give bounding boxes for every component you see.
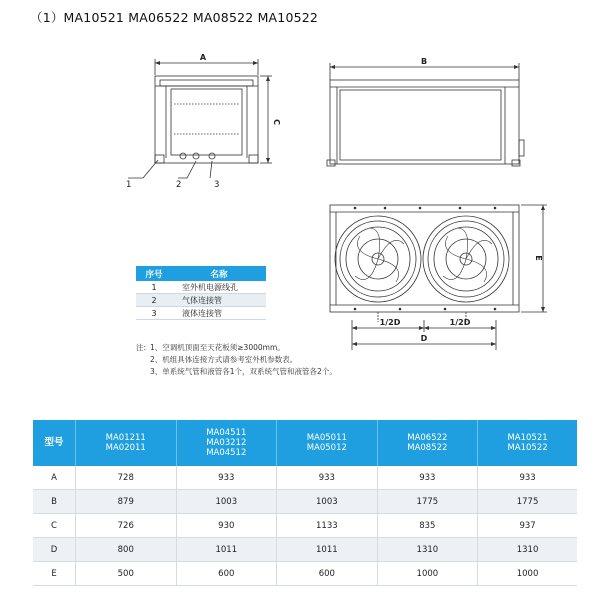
dimension-spec-table bbox=[33, 420, 577, 586]
cell: 500 bbox=[76, 562, 177, 586]
row-label: C bbox=[33, 514, 76, 538]
model-name: MA10522 bbox=[507, 443, 548, 453]
dim-b-label: B bbox=[420, 57, 428, 66]
model-name: MA10521 bbox=[507, 433, 548, 443]
callout-2-label: 2 bbox=[176, 180, 182, 190]
cell: 1000 bbox=[377, 562, 478, 586]
cell: 1775 bbox=[478, 490, 577, 514]
note-line: 1、空调机顶面至天花板须≥3000mm。 bbox=[150, 343, 285, 352]
cell: 1011 bbox=[277, 538, 378, 562]
dim-a-label: A bbox=[199, 53, 207, 62]
callout-3-label: 3 bbox=[214, 180, 220, 190]
cell: 600 bbox=[277, 562, 378, 586]
component-legend-table bbox=[136, 266, 266, 320]
cell: 835 bbox=[377, 514, 478, 538]
row-label: E bbox=[33, 562, 76, 586]
dim-half-d-right-label: 1/2D bbox=[449, 318, 471, 327]
legend-index: 3 bbox=[136, 307, 172, 320]
legend-name: 室外机电源线孔 bbox=[172, 281, 266, 294]
spec-model-header bbox=[176, 420, 277, 466]
cell: 600 bbox=[176, 562, 277, 586]
cell: 800 bbox=[76, 538, 177, 562]
table-row bbox=[33, 538, 577, 562]
cell: 933 bbox=[478, 466, 577, 490]
cell: 1310 bbox=[377, 538, 478, 562]
cell: 1000 bbox=[478, 562, 577, 586]
legend-header-name: 名称 bbox=[172, 266, 266, 281]
cell: 1133 bbox=[277, 514, 378, 538]
dim-c-label: C bbox=[272, 119, 281, 125]
row-label: B bbox=[33, 490, 76, 514]
model-name: MA08522 bbox=[407, 443, 448, 453]
model-name: MA02011 bbox=[105, 443, 146, 453]
table-row bbox=[33, 514, 577, 538]
model-name: MA03212 bbox=[206, 438, 247, 448]
row-label: A bbox=[33, 466, 76, 490]
notes-lead: 注: bbox=[136, 343, 147, 352]
cell: 1003 bbox=[277, 490, 378, 514]
cell: 933 bbox=[277, 466, 378, 490]
cell: 726 bbox=[76, 514, 177, 538]
cell: 1775 bbox=[377, 490, 478, 514]
note-line: 2、机组具体连接方式请参考室外机参数表。 bbox=[150, 355, 298, 364]
row-label: D bbox=[33, 538, 76, 562]
dim-e-label: E bbox=[534, 255, 543, 261]
dim-half-d-left-label: 1/2D bbox=[379, 318, 401, 327]
model-name: MA04512 bbox=[206, 448, 247, 458]
legend-name: 气体连接管 bbox=[172, 294, 266, 307]
page-title: （1）MA10521 MA06522 MA08522 MA10522 bbox=[30, 10, 319, 25]
legend-index: 2 bbox=[136, 294, 172, 307]
model-name: MA05011 bbox=[306, 433, 347, 443]
notes-block bbox=[136, 342, 337, 378]
model-name: MA01211 bbox=[105, 433, 146, 443]
spec-model-header bbox=[277, 420, 378, 466]
spec-corner-header: 型号 bbox=[33, 420, 76, 466]
legend-name: 液体连接管 bbox=[172, 307, 266, 320]
cell: 728 bbox=[76, 466, 177, 490]
cell: 1310 bbox=[478, 538, 577, 562]
legend-header-index: 序号 bbox=[136, 266, 172, 281]
cell: 930 bbox=[176, 514, 277, 538]
cell: 1003 bbox=[176, 490, 277, 514]
dim-d-label: D bbox=[420, 334, 428, 343]
model-name: MA04511 bbox=[206, 428, 247, 438]
spec-model-header bbox=[76, 420, 177, 466]
cell: 879 bbox=[76, 490, 177, 514]
model-name: MA06522 bbox=[407, 433, 448, 443]
spec-model-header bbox=[377, 420, 478, 466]
callout-1-label: 1 bbox=[126, 180, 132, 190]
table-row bbox=[33, 562, 577, 586]
note-line: 3、单系统气管和液管各1个，双系统气管和液管各2个。 bbox=[150, 367, 337, 376]
cell: 937 bbox=[478, 514, 577, 538]
spec-model-header bbox=[478, 420, 577, 466]
cell: 933 bbox=[377, 466, 478, 490]
cell: 933 bbox=[176, 466, 277, 490]
table-row bbox=[33, 490, 577, 514]
model-name: MA05012 bbox=[306, 443, 347, 453]
cell: 1011 bbox=[176, 538, 277, 562]
table-row bbox=[33, 466, 577, 490]
legend-index: 1 bbox=[136, 281, 172, 294]
